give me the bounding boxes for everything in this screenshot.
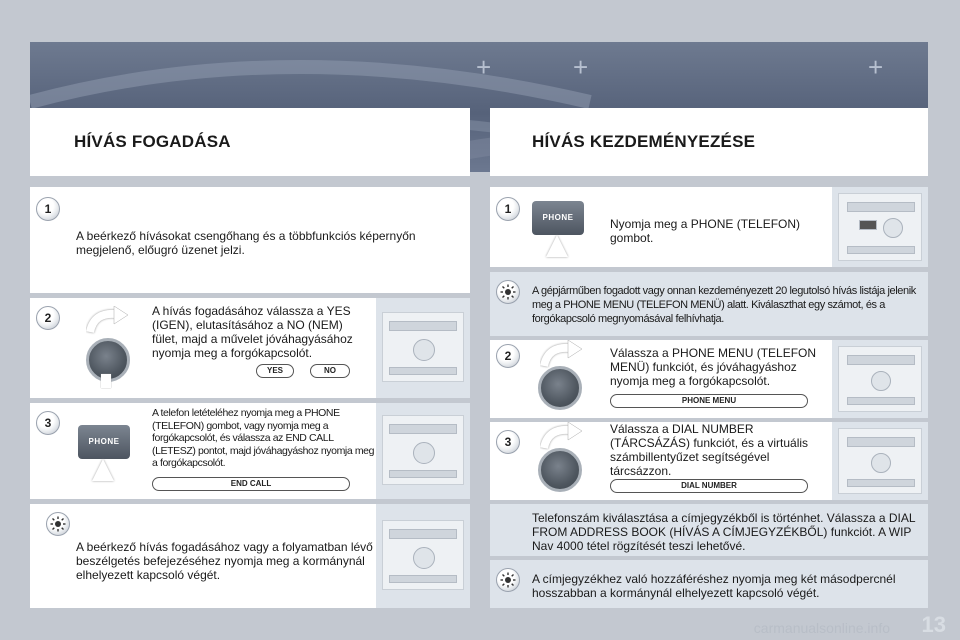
device-inset xyxy=(376,298,470,398)
plus-icon: + xyxy=(868,52,884,82)
right-step2-panel xyxy=(490,340,928,418)
left-step2-text: A hívás fogadásához válassza a YES (IGEN), elutasításához a NO (NEM) fület, majd a művelet jóváhagyásához nyomja meg a forgókapcsolót. xyxy=(152,304,353,360)
push-arrow-icon xyxy=(92,459,114,481)
step-number-badge: 2 xyxy=(36,306,60,330)
rotary-knob-icon xyxy=(538,448,582,492)
device-inset xyxy=(832,422,928,500)
dial-number-option[interactable]: DIAL NUMBER xyxy=(610,479,808,493)
right-tip3-text: A címjegyzékhez való hozzáféréshez nyomja meg két másodpercnél hosszabban a kormánynál elhelyezett kapcsoló végét. xyxy=(532,572,896,600)
left-tip-text: A beérkező hívás fogadásához vagy a folyamatban lévő beszélgetés befejezéséhez nyomja meg a kormánynál elhelyezett kapcsoló végét. xyxy=(76,540,373,582)
right-step3-text: Válassza a DIAL NUMBER (TÁRCSÁZÁS) funkciót, és a virtuális számbillentyűzet segítségével tárcsázzon. xyxy=(610,422,809,478)
right-step3-panel xyxy=(490,422,928,500)
radio-unit-image xyxy=(382,520,464,590)
push-arrow-icon xyxy=(101,374,111,388)
tip-sun-icon xyxy=(46,512,70,536)
right-tip3-panel xyxy=(490,560,928,608)
right-title-box xyxy=(490,108,928,176)
device-inset xyxy=(376,403,470,499)
device-inset xyxy=(832,340,928,418)
radio-unit-image xyxy=(838,193,922,261)
tip-sun-icon xyxy=(496,280,520,304)
plus-icon: + xyxy=(476,52,492,82)
step-number-badge: 1 xyxy=(36,197,60,221)
step-number-badge: 1 xyxy=(496,197,520,221)
page-title-left: HÍVÁS FOGADÁSA xyxy=(74,132,231,151)
phone-menu-option[interactable]: PHONE MENU xyxy=(610,394,808,408)
page-number: 13 xyxy=(921,612,946,637)
left-step2-panel xyxy=(30,298,470,398)
watermark: carmanualsonline.info xyxy=(753,620,890,636)
right-step1-text: Nyomja meg a PHONE (TELEFON) gombot. xyxy=(610,217,801,245)
right-tip1-panel xyxy=(490,272,928,336)
no-tab[interactable]: NO xyxy=(310,364,350,378)
radio-unit-image xyxy=(838,428,922,494)
radio-unit-image xyxy=(838,346,922,412)
radio-unit-image xyxy=(382,312,464,382)
right-step1-panel xyxy=(490,187,928,267)
device-inset xyxy=(376,504,470,608)
phone-button-icon: PHONE xyxy=(78,425,130,459)
rotate-arrow-icon xyxy=(86,306,130,336)
push-arrow-icon xyxy=(546,235,568,257)
rotary-knob-icon xyxy=(538,366,582,410)
phone-button-icon: PHONE xyxy=(532,201,584,235)
end-call-option[interactable]: END CALL xyxy=(152,477,350,491)
left-step1-panel xyxy=(30,187,470,293)
page-title-right: HÍVÁS KEZDEMÉNYEZÉSE xyxy=(532,132,756,151)
left-tip-panel xyxy=(30,504,470,608)
step-number-badge: 3 xyxy=(496,430,520,454)
right-step2-text: Válassza a PHONE MENU (TELEFON MENÜ) funkciót, és jóváhagyáshoz nyomja meg a forgókapcsolót. xyxy=(610,346,817,388)
yes-tab[interactable]: YES xyxy=(256,364,294,378)
step-number-badge: 3 xyxy=(36,411,60,435)
radio-unit-image xyxy=(382,415,464,485)
right-tip1-text: A gépjárműben fogadott vagy onnan kezdeményezett 20 legutolsó hívás listája jelenik meg a PHONE MENU (TELEFON MENÜ) alatt. Kiválaszthat egy számot, és a forgókapcsoló megnyomásával felhívhatja. xyxy=(532,285,916,325)
right-tip2-text: Telefonszám kiválasztása a címjegyzékből is történhet. Válassza a DIAL FROM ADDRESS BOOK (HÍVÁS A CÍMJEGYZÉKBŐL) funkciót. A WIP Nav 4000 tétel rögzítését teszi lehetővé. xyxy=(532,511,916,553)
plus-icon: + xyxy=(573,52,589,82)
step-number-badge: 2 xyxy=(496,344,520,368)
device-inset xyxy=(832,187,928,267)
left-step1-text: A beérkező hívásokat csengőhang és a többfunkciós képernyőn megjelenő, előugró üzenet jelzi. xyxy=(76,229,416,257)
right-tip2-panel xyxy=(490,504,928,556)
tip-sun-icon xyxy=(496,568,520,592)
left-step3-panel xyxy=(30,403,470,499)
left-step3-text: A telefon letételéhez nyomja meg a PHONE (TELEFON) gombot, vagy nyomja meg a forgókapcsolót, és válassza az END CALL (LETESZ) pontot, majd jóváhagyáshoz nyomja meg a forgókapcsolót. xyxy=(152,407,375,469)
left-title-box xyxy=(30,108,470,176)
